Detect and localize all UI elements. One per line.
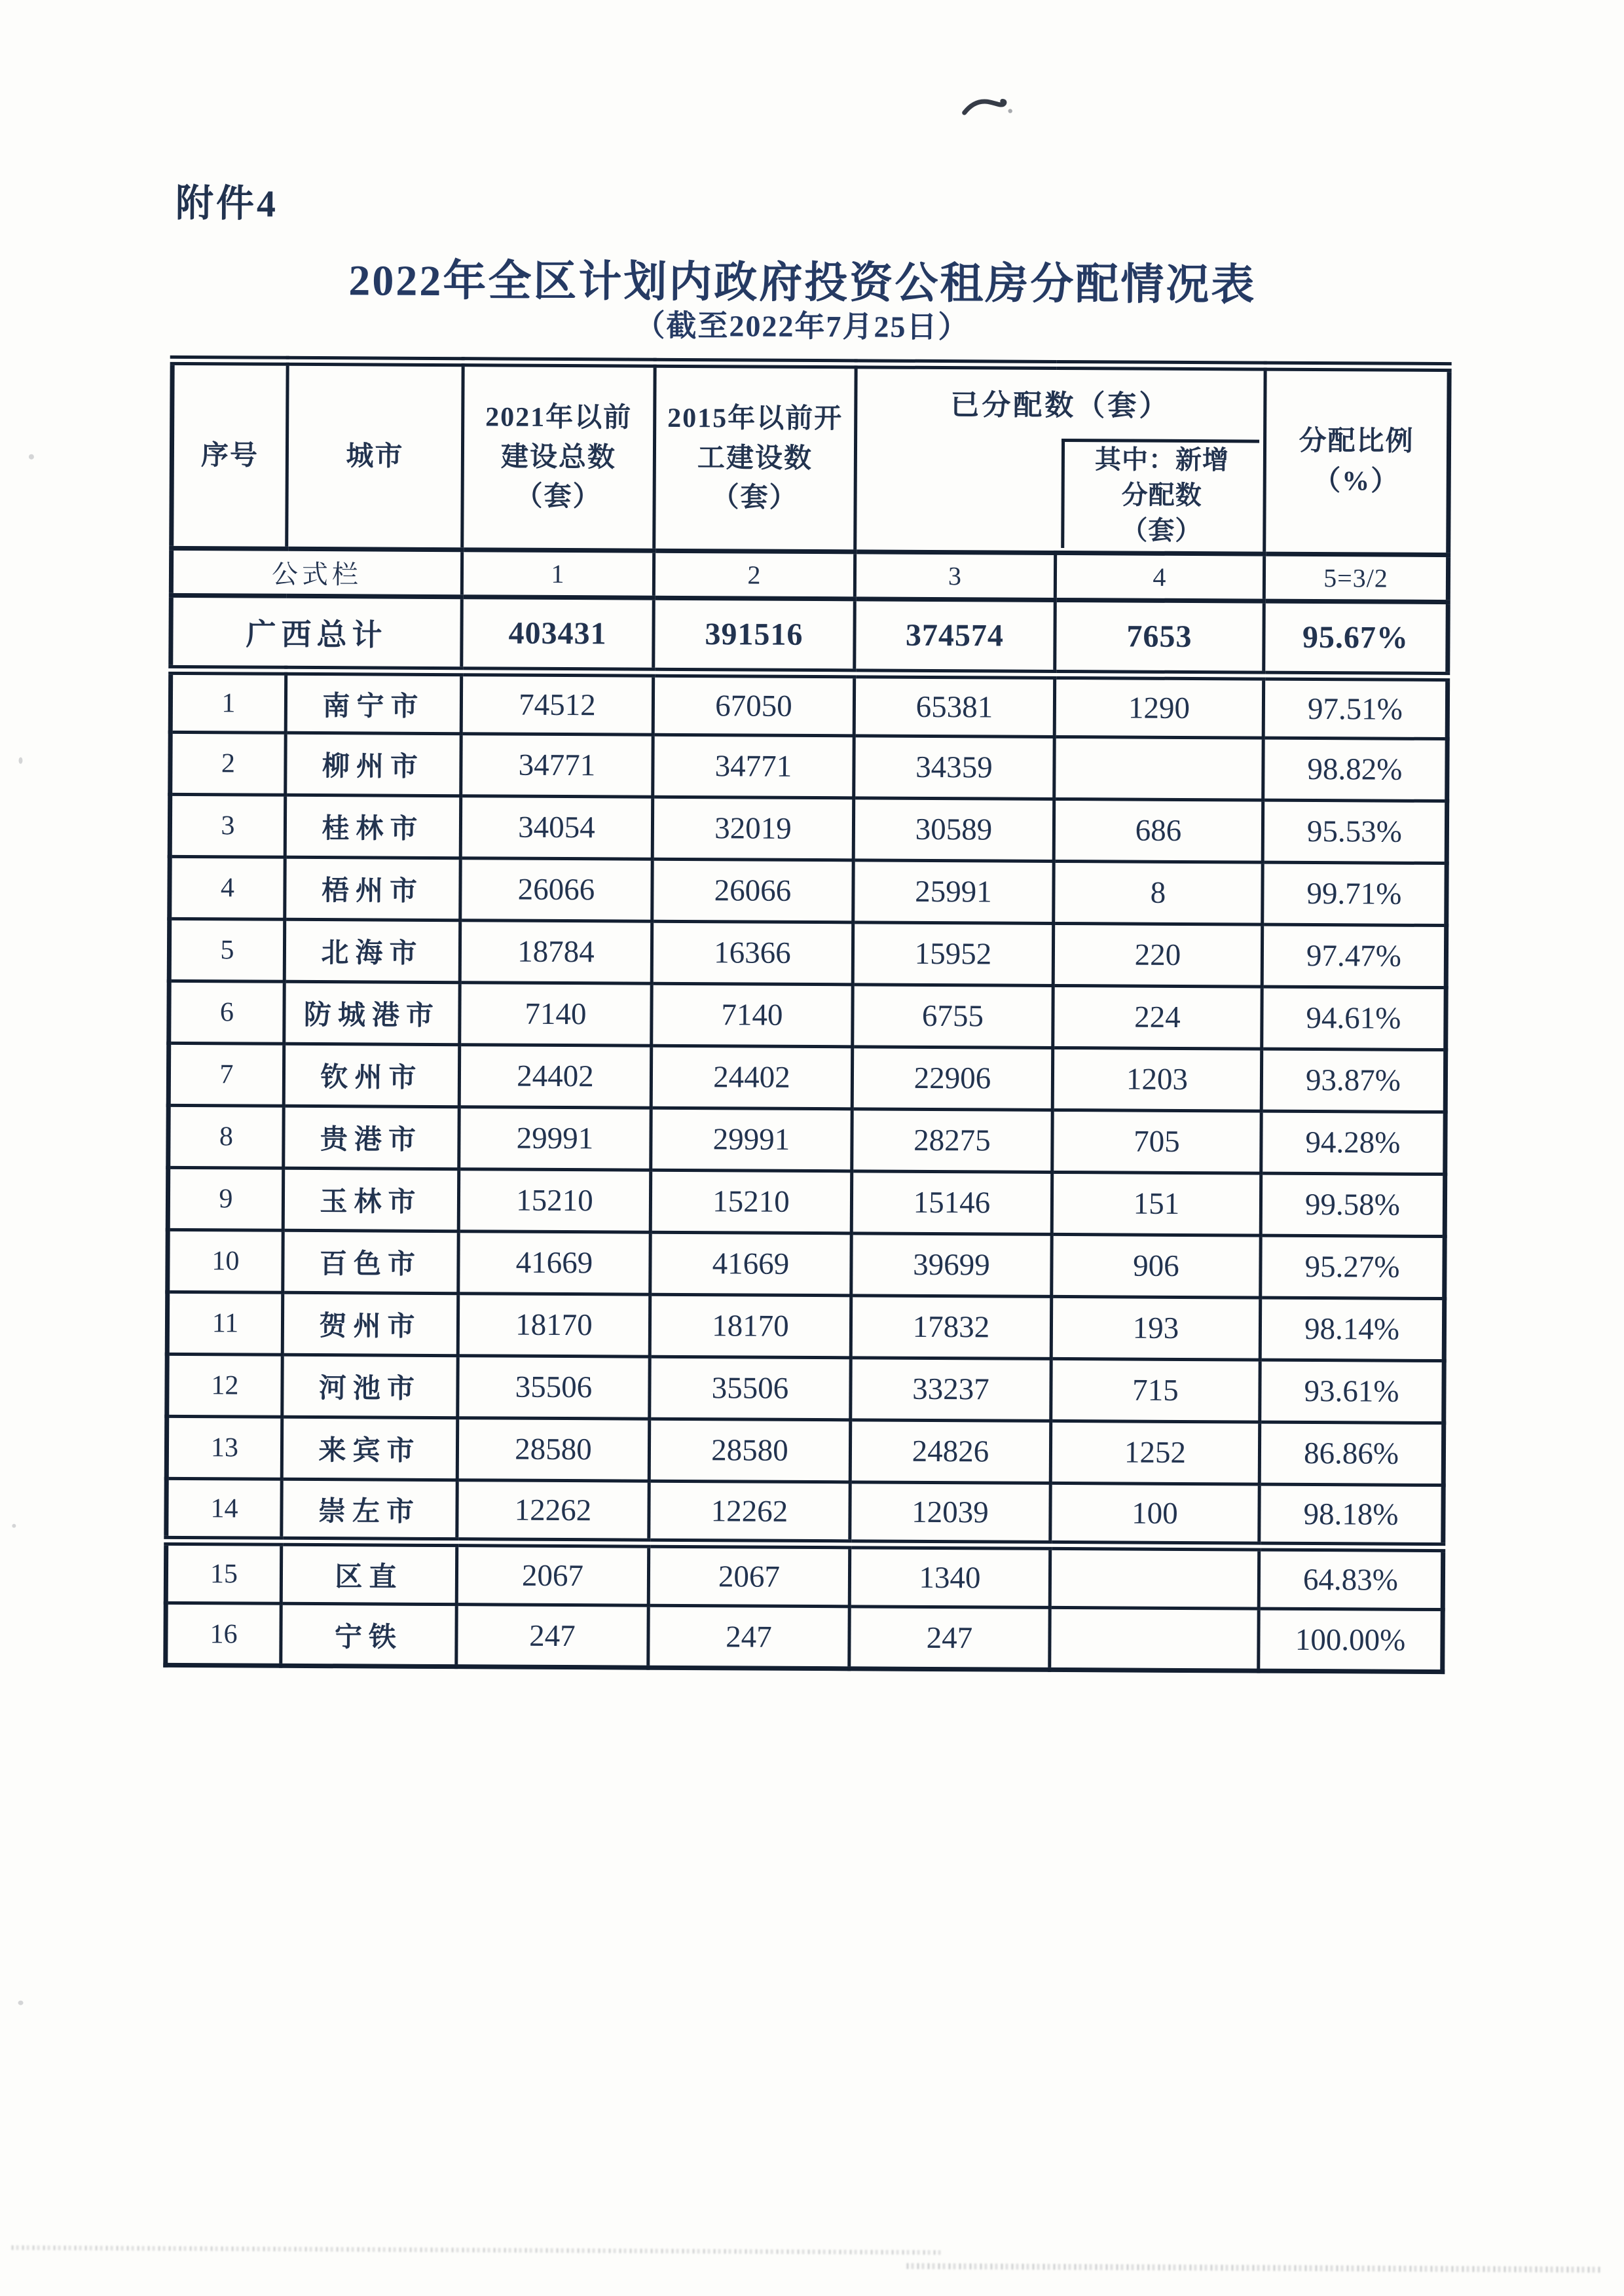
- built-before-2021-value: 35506: [458, 1356, 650, 1419]
- allocated-value: 22906: [852, 1047, 1052, 1110]
- city-name: 桂林市: [285, 795, 460, 858]
- built-before-2021-value: 29991: [459, 1107, 651, 1171]
- table-row: [167, 1292, 1444, 1360]
- built-before-2021-value: 7140: [460, 983, 652, 1046]
- started-before-2015-value: 67050: [653, 672, 854, 736]
- allocated-value: 25991: [853, 860, 1054, 924]
- new-allocated-value: [1050, 1545, 1259, 1609]
- header-built-before-2021: 2021年以前 建设总数 （套）: [462, 362, 655, 551]
- row-number: 12: [167, 1354, 282, 1417]
- started-before-2015-value: 18170: [650, 1294, 851, 1358]
- built-before-2021-value: 18170: [458, 1294, 650, 1357]
- total-ratio: 95.67%: [1264, 601, 1449, 676]
- scan-speck: [29, 454, 34, 460]
- new-allocated-value: 686: [1054, 799, 1263, 862]
- table-row: [170, 670, 1447, 738]
- row-number: 7: [168, 1043, 284, 1106]
- built-before-2021-value: 34771: [461, 734, 653, 797]
- table-row: [168, 1105, 1445, 1174]
- formula-row: [171, 548, 1448, 602]
- started-before-2015-value: 7140: [652, 983, 853, 1047]
- started-before-2015-value: 34771: [653, 735, 854, 798]
- table-row: [166, 1603, 1443, 1671]
- header-started-before-2015: 2015年以前开 工建设数 （套）: [654, 363, 856, 552]
- built-before-2021-value: 2067: [456, 1542, 648, 1606]
- city-name: 玉林市: [283, 1168, 458, 1231]
- table-header-row: [172, 360, 1449, 555]
- allocated-value: 28275: [852, 1109, 1052, 1173]
- new-allocated-value: 715: [1051, 1358, 1260, 1422]
- started-before-2015-value: 29991: [651, 1108, 852, 1171]
- new-allocated-value: 220: [1053, 923, 1262, 987]
- city-name: 崇左市: [282, 1479, 457, 1542]
- scan-speck: [12, 1524, 16, 1528]
- total-allocated: 374574: [855, 599, 1056, 675]
- city-name: 贺州市: [282, 1292, 458, 1355]
- built-before-2021-value: 74512: [461, 672, 653, 735]
- started-before-2015-value: 28580: [649, 1419, 850, 1482]
- row-number: 3: [170, 794, 285, 857]
- table-row: [168, 1230, 1445, 1298]
- allocation-ratio-value: 64.83%: [1259, 1546, 1443, 1609]
- allocation-ratio-value: 97.47%: [1262, 924, 1446, 987]
- allocated-value: 6755: [853, 985, 1053, 1048]
- header-allocated-group: [855, 364, 1265, 554]
- header-city: 城市: [287, 361, 463, 549]
- allocation-ratio-value: 98.18%: [1259, 1484, 1443, 1547]
- allocation-table: [163, 355, 1451, 1674]
- allocation-ratio-value: 98.82%: [1263, 738, 1447, 801]
- built-before-2021-value: 34054: [460, 796, 652, 860]
- row-number: 9: [168, 1167, 283, 1230]
- new-allocated-value: 705: [1052, 1110, 1261, 1173]
- allocation-ratio-value: 99.58%: [1261, 1173, 1445, 1236]
- table-row: [170, 856, 1447, 925]
- allocated-subrow: [860, 437, 1259, 549]
- allocation-ratio-value: 100.00%: [1259, 1609, 1443, 1671]
- city-name: 钦州市: [284, 1044, 459, 1106]
- header-allocated-new: 其中：新增 分配数 （套）: [1061, 439, 1259, 549]
- started-before-2015-value: 12262: [649, 1481, 850, 1544]
- header-ratio: 分配比例 （%）: [1264, 366, 1449, 555]
- allocation-ratio-value: 94.28%: [1261, 1111, 1445, 1174]
- row-number: 15: [166, 1540, 281, 1603]
- row-number: 1: [170, 670, 286, 733]
- formula-cell: 1: [462, 550, 654, 598]
- row-number: 16: [166, 1603, 281, 1666]
- allocated-value: 247: [849, 1607, 1050, 1670]
- total-label: 广西总计: [171, 595, 462, 671]
- allocated-value: 39699: [851, 1233, 1052, 1297]
- city-name: 区直: [281, 1541, 456, 1604]
- allocated-value: 12039: [850, 1482, 1050, 1546]
- row-number: 8: [168, 1105, 284, 1168]
- allocated-value: 33237: [851, 1358, 1051, 1421]
- table-row: [166, 1540, 1443, 1609]
- row-number: 4: [170, 856, 285, 919]
- started-before-2015-value: 32019: [652, 797, 853, 860]
- formula-cell: 3: [855, 552, 1055, 600]
- new-allocated-value: 906: [1052, 1234, 1261, 1298]
- built-before-2021-value: 247: [456, 1605, 648, 1668]
- allocation-ratio-value: 94.61%: [1262, 987, 1446, 1049]
- city-name: 柳州市: [286, 733, 461, 795]
- allocation-ratio-value: 86.86%: [1259, 1422, 1443, 1485]
- new-allocated-value: 151: [1052, 1172, 1261, 1235]
- started-before-2015-value: 41669: [650, 1232, 851, 1296]
- total-allocated-new: 7653: [1055, 600, 1264, 676]
- total-started-before-2015: 391516: [654, 598, 855, 674]
- city-name: 贵港市: [284, 1106, 459, 1169]
- allocated-value: 1340: [849, 1544, 1050, 1608]
- table-row: [166, 1416, 1443, 1485]
- table-row: [169, 981, 1446, 1049]
- started-before-2015-value: 247: [648, 1605, 849, 1669]
- formula-cell: 5=3/2: [1264, 554, 1448, 602]
- started-before-2015-value: 26066: [652, 859, 853, 922]
- table-row: [168, 1043, 1445, 1112]
- started-before-2015-value: 24402: [651, 1046, 852, 1109]
- header-allocated: 已分配数（套）: [950, 388, 1171, 422]
- city-name: 梧州市: [285, 857, 460, 920]
- built-before-2021-value: 18784: [460, 920, 652, 984]
- table-row: [166, 1478, 1443, 1547]
- row-number: 6: [169, 981, 284, 1044]
- allocation-ratio-value: 93.87%: [1261, 1049, 1445, 1112]
- new-allocated-value: 100: [1050, 1483, 1259, 1546]
- allocated-group-wrap: [860, 371, 1259, 549]
- scan-noise-line: [906, 2263, 1602, 2273]
- new-allocated-value: 8: [1054, 861, 1263, 924]
- table-row: [168, 1167, 1445, 1236]
- started-before-2015-value: 35506: [650, 1357, 851, 1420]
- built-before-2021-value: 26066: [460, 858, 652, 922]
- scan-squiggle-mark: [962, 91, 1021, 124]
- started-before-2015-value: 15210: [650, 1170, 851, 1233]
- attachment-label: 附件4: [175, 181, 279, 225]
- total-built-before-2021: 403431: [462, 597, 654, 673]
- allocated-value: 34359: [854, 736, 1054, 799]
- built-before-2021-value: 15210: [458, 1169, 650, 1233]
- new-allocated-value: [1054, 737, 1263, 800]
- allocation-ratio-value: 99.71%: [1263, 862, 1447, 925]
- table-row: [170, 794, 1447, 863]
- city-name: 北海市: [284, 919, 460, 982]
- city-name: 来宾市: [282, 1417, 457, 1480]
- new-allocated-value: 224: [1053, 985, 1262, 1049]
- formula-label: 公式栏: [171, 548, 462, 596]
- allocation-ratio-value: 93.61%: [1260, 1360, 1444, 1423]
- built-before-2021-value: 12262: [457, 1480, 649, 1544]
- scan-noise-line: [12, 2246, 942, 2255]
- allocation-ratio-value: 95.53%: [1263, 800, 1447, 863]
- new-allocated-value: 193: [1051, 1296, 1260, 1360]
- started-before-2015-value: 2067: [648, 1543, 849, 1607]
- built-before-2021-value: 28580: [457, 1418, 649, 1482]
- city-name: 南宁市: [286, 670, 461, 733]
- row-number: 2: [170, 732, 286, 795]
- new-allocated-value: [1050, 1607, 1259, 1671]
- table-row: [169, 919, 1446, 987]
- city-name: 防城港市: [284, 981, 460, 1044]
- table-row: [170, 732, 1447, 801]
- allocation-ratio-value: 98.14%: [1260, 1298, 1444, 1360]
- table-body: [166, 670, 1448, 1671]
- built-before-2021-value: 24402: [459, 1045, 651, 1108]
- page-subtitle: （截至2022年7月25日）: [635, 308, 970, 344]
- started-before-2015-value: 16366: [652, 921, 853, 985]
- allocated-value: 15952: [853, 922, 1053, 986]
- city-name: 河池市: [282, 1355, 458, 1417]
- new-allocated-value: 1252: [1050, 1421, 1259, 1484]
- allocated-value: 24826: [850, 1420, 1050, 1484]
- row-number: 11: [167, 1292, 282, 1355]
- allocation-ratio-value: 97.51%: [1263, 676, 1447, 738]
- scan-speck: [18, 757, 22, 764]
- scan-speck: [18, 2001, 24, 2005]
- row-number: 14: [166, 1478, 282, 1541]
- header-serial: 序号: [172, 360, 288, 549]
- row-number: 10: [168, 1230, 283, 1292]
- allocation-ratio-value: 95.27%: [1261, 1235, 1445, 1298]
- formula-cell: 4: [1055, 553, 1264, 601]
- allocated-value: 30589: [853, 798, 1054, 862]
- allocated-value: 15146: [851, 1171, 1052, 1235]
- formula-cell: 2: [654, 551, 855, 599]
- total-row: [171, 595, 1449, 676]
- row-number: 13: [166, 1416, 282, 1479]
- new-allocated-value: 1203: [1052, 1048, 1261, 1111]
- page-title: 2022年全区计划内政府投资公租房分配情况表: [348, 257, 1257, 310]
- allocated-subrow-spacer: [860, 437, 1061, 548]
- built-before-2021-value: 41669: [458, 1231, 650, 1295]
- allocated-value: 17832: [851, 1296, 1051, 1359]
- table-row: [167, 1354, 1444, 1423]
- city-name: 宁铁: [281, 1603, 456, 1666]
- row-number: 5: [169, 919, 284, 981]
- allocated-value: 65381: [854, 674, 1054, 737]
- city-name: 百色市: [283, 1230, 458, 1293]
- new-allocated-value: 1290: [1054, 674, 1263, 738]
